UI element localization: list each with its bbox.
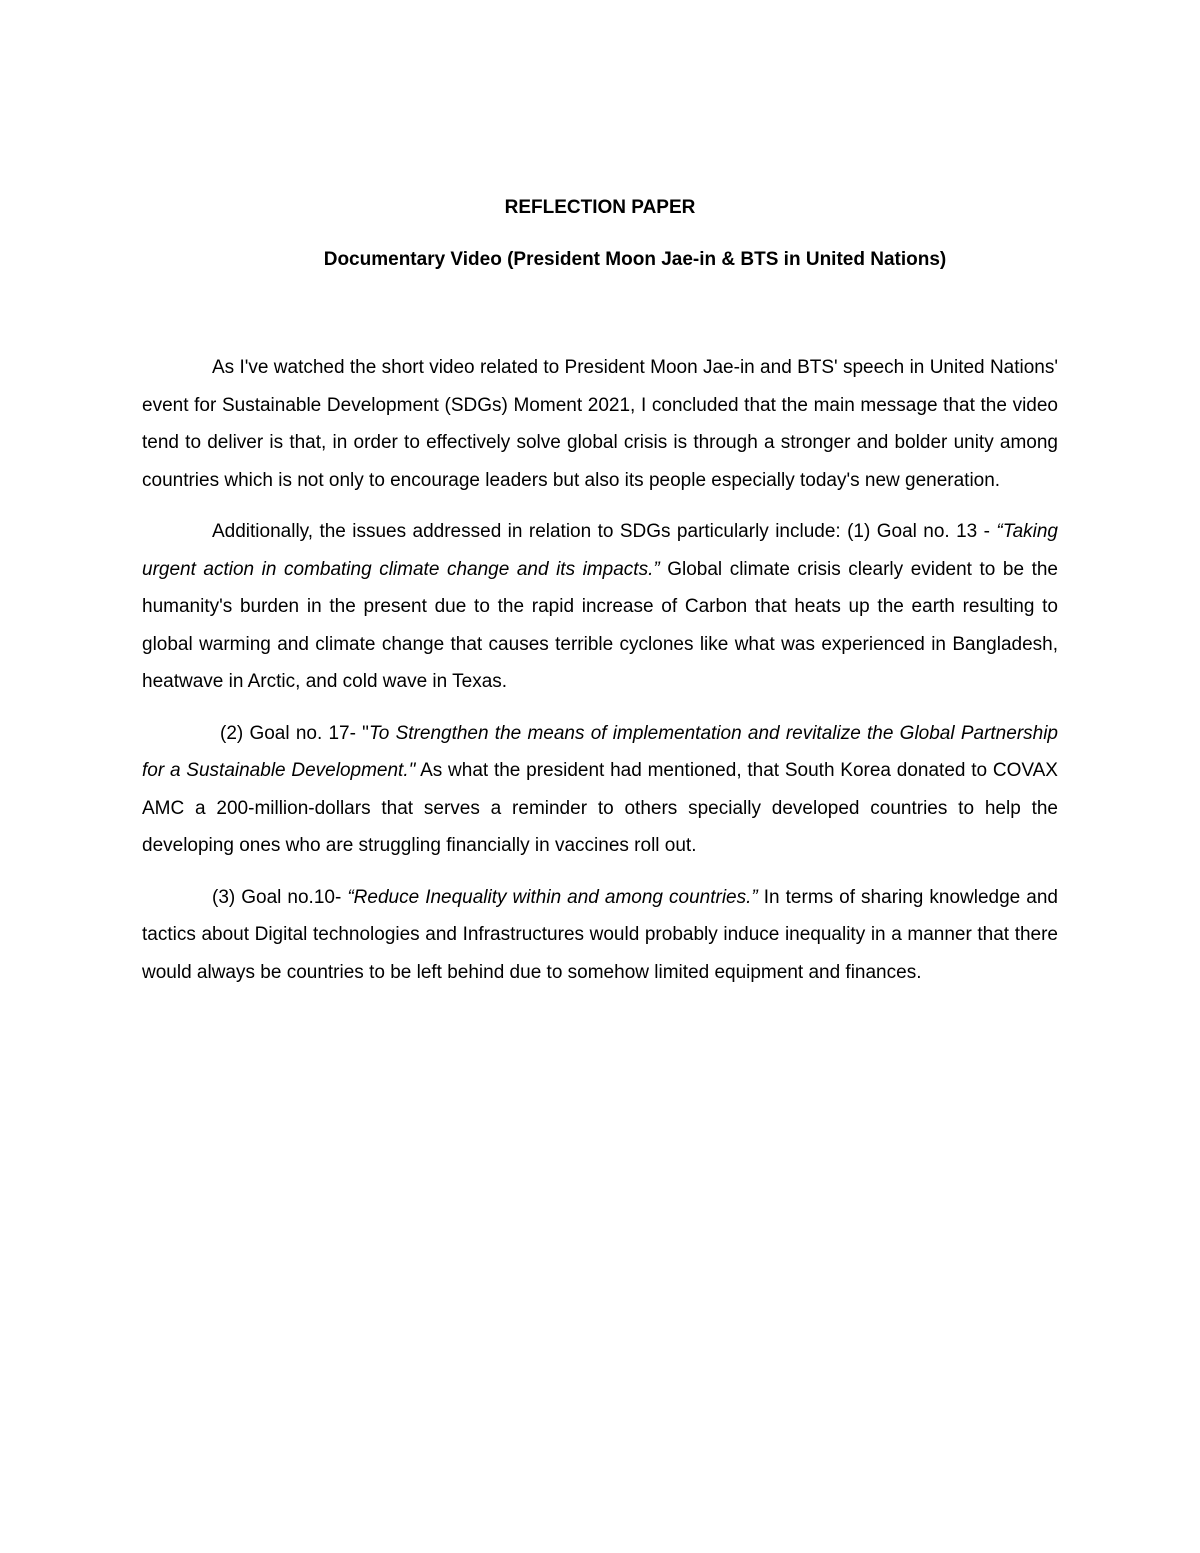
paragraph-goal-10-quote: “Reduce Inequality within and among countries.”: [347, 886, 758, 908]
paragraph-intro: [142, 349, 1058, 499]
paragraph-goal-10-rest: In terms of sharing knowledge and tactics about Digital technologies and Infrastructures would probably induce inequality in a manner that there would always be countries to be left behind due to somehow limited equipment and finances.: [142, 886, 1058, 983]
document-body: [142, 349, 1058, 991]
page-subtitle: Documentary Video (President Moon Jae-in & BTS in United Nations): [323, 249, 947, 270]
paragraph-goal-13: [142, 513, 1058, 701]
paragraph-goal-17-lead: (2) Goal no. 17- ": [220, 722, 369, 744]
paragraph-goal-10-lead: (3) Goal no.10-: [212, 886, 348, 908]
paragraph-goal-13-quote: “Taking urgent action in combating climate change and its impacts.”: [142, 521, 1058, 580]
paragraph-goal-17-rest: As what the president had mentioned, that South Korea donated to COVAX AMC a 200-million-dollars that serves a reminder to others specially developed countries to help the developing ones who are struggling financially in vaccines roll out.: [142, 760, 1058, 856]
paragraph-goal-10: [142, 879, 1058, 992]
paragraph-goal-17-quote: To Strengthen the means of implementation and revitalize the Global Partnership for a Sustainable Development.": [142, 722, 1058, 781]
paragraph-goal-13-lead: Additionally, the issues addressed in relation to SDGs particularly include: (1) Goal no. 13 -: [212, 521, 997, 542]
paragraph-intro-text: As I've watched the short video related to President Moon Jae-in and BTS' speech in United Nations' event for Sustainable Development (SDGs) Moment 2021, I concluded that the main message that the video tend to deliver is that, in order to effectively solve global crisis is through a stronger and bolder unity among countries which is not only to encourage leaders but also its people especially today's new generation.: [142, 357, 1058, 491]
page-title: REFLECTION PAPER: [504, 197, 696, 218]
paragraph-goal-17: [142, 715, 1058, 865]
paragraph-goal-13-rest: Global climate crisis clearly evident to be the humanity's burden in the present due to the rapid increase of Carbon that heats up the earth resulting to global warming and climate change that causes terrible cyclones like what was experienced in Bangladesh, heatwave in Arctic, and cold wave in Texas.: [142, 558, 1058, 692]
